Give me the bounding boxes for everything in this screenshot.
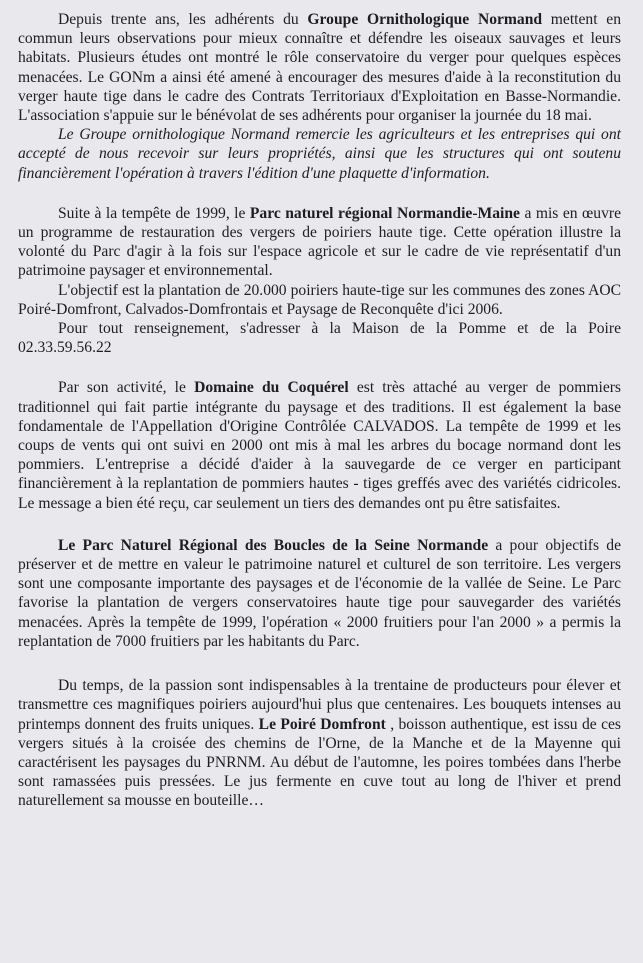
paragraph: [18, 676, 621, 810]
section-pnr-normandie-maine: [18, 204, 621, 358]
text-run: a mis en œuvre un programme de restauration des vergers de poiriers haute tige. Cette opération illustre la volonté du Parc d'agir à la fois sur l'espace agricole et sur le cadre de vie représentatif d'un patrimoine paysager et environnemental.: [18, 204, 621, 280]
bold-name: Le Parc Naturel Régional des Boucles de la Seine Normande: [58, 536, 489, 554]
paragraph: [18, 125, 621, 183]
text-run: a pour objectifs de préserver et de mettre en valeur le patrimoine naturel et culturel de son territoire. Les vergers sont une composante importante des paysages et de l'économie de la vallée de Seine. Le Parc favorise la plantation de vergers conservatoires haute tige pour sauvegarder des variétés menacées. Après la tempête de 1999, l'opération « 2000 fruitiers pour l'an 2000 » a permis la replantation de 7000 fruitiers par les habitants du Parc.: [18, 536, 621, 650]
text-run: Le Groupe ornithologique Normand remercie les agriculteurs et les entreprises qui ont accepté de nous recevoir sur leurs propriétés, ainsi que les structures qui ont soutenu financièrement l'opération à travers l'édition d'une plaquette d'information.: [18, 126, 621, 182]
text-run: L'objectif est la plantation de 20.000 poiriers haute-tige sur les communes des zones AOC Poiré-Domfront, Calvados-Domfrontais et Paysage de Reconquête d'ici 2006.: [18, 281, 621, 318]
paragraph: [18, 10, 621, 125]
bold-name: Le Poiré Domfront: [258, 715, 386, 733]
text-run: mettent en commun leurs observations pour mieux connaître et défendre les oiseaux sauvages et leurs habitats. Plusieurs études ont montré le rôle conservatoire du verger pour quelques espèces menacées. Le GONm a ainsi été amené à encourager des mesures d'aide à la reconstitution du verger haute tige dans le cadre des Contrats Territoriaux d'Exploitation en Basse-Normandie. L'association s'appuie sur le bénévolat de ses adhérents pour organiser la journée du 18 mai.: [18, 11, 622, 125]
text-run: Par son activité, le: [58, 379, 195, 397]
text-run: Du temps, de la passion sont indispensables à la trentaine de producteurs pour élever et transmettre ces magnifiques poiriers aujourd'hui plus que centenaires. Les bouquets intenses au printemps donnent des fruits uniques.: [18, 677, 621, 733]
bold-name: Domaine du Coquérel: [194, 379, 349, 397]
text-run: est très attaché au verger de pommiers traditionnel qui fait partie intégrante du paysage et des traditions. Il est également la base fondamentale de l'Appellation d'Origine Contrôlée CALVADOS. La tempête de 1999 et les coups de vents qui ont suivi en 2000 ont mis à mal les arbres du bocage normand dont les pommiers. L'entreprise a décidé d'aider à la sauvegarde de ce verger en participant financièrement à la replantation de pommiers hautes - tiges greffés avec des variétés cidricoles. Le message a bien été reçu, car seulement un tiers des demandes ont pu être satisfaites.: [18, 379, 621, 512]
bold-name: Groupe Ornithologique Normand: [307, 11, 543, 28]
bold-name: Parc naturel régional Normandie-Maine: [249, 204, 520, 222]
paragraph: [18, 281, 621, 319]
text-run: Depuis trente ans, les adhérents du: [58, 11, 308, 28]
text-run: Pour tout renseignement, s'adresser à la Maison de la Pomme et de la Poire 02.33.59.56.22: [18, 320, 621, 357]
paragraph: [18, 536, 621, 651]
paragraph: [18, 204, 621, 281]
paragraph: [18, 378, 621, 512]
paragraph: [18, 319, 621, 357]
text-run: , boisson authentique, est issu de ces vergers situés à la croisée des chemins de l'Orne, de la Manche et de la Mayenne qui caractérisent les paysages du PNRNM. Au début de l'automne, les poires tombées dans l'herbe sont ramassées puis pressées. Le jus fermente en cuve tout au long de l'hiver et prend naturellement sa mousse en bouteille…: [18, 715, 621, 810]
section-pnr-boucles-de-la-seine: [18, 536, 621, 651]
section-domaine-du-coquerel: [18, 378, 621, 512]
text-run: Suite à la tempête de 1999, le: [58, 204, 250, 222]
section-gonm: [18, 10, 621, 183]
section-poire-domfront: [18, 676, 621, 810]
